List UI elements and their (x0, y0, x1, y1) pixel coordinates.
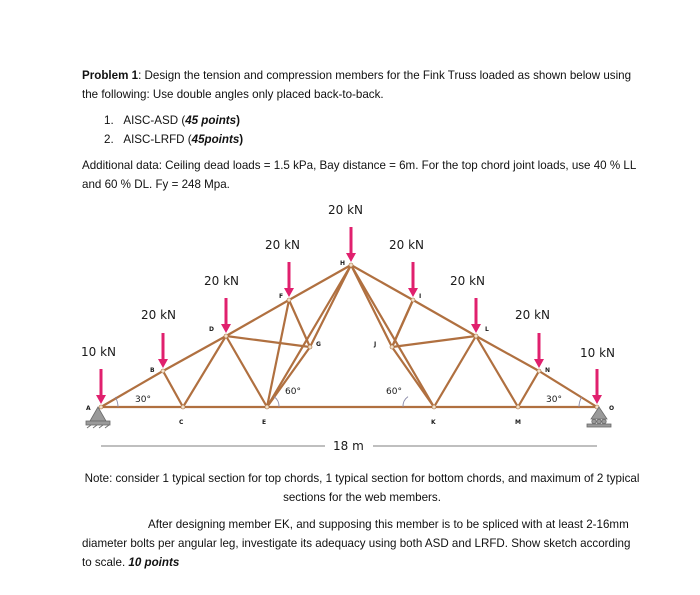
truss-member-dg (226, 336, 310, 347)
load-arrow-head-a (96, 395, 106, 404)
problem-text: : Design the tension and compression members for the Fink Truss loaded as shown below using the following: Use double angles only placed back-to-back. (82, 69, 632, 101)
joint-label-a: A (86, 405, 91, 412)
followup-points: 10 points (128, 556, 180, 569)
joint-e (265, 405, 269, 409)
list-text: AISC-LRFD ( (123, 133, 192, 146)
joint-label-i: I (419, 293, 422, 300)
joint-l (474, 334, 478, 338)
load-label-f: 20 kN (265, 238, 301, 252)
load-label-o: 10 kN (580, 346, 616, 360)
truss-member-df (226, 300, 289, 336)
angle-label-left-60: 60° (285, 387, 301, 397)
truss-member-kl (434, 336, 476, 407)
joint-m (516, 405, 520, 409)
joint-label-d: D (209, 326, 214, 333)
joint-g (308, 345, 312, 349)
list-close: ) (239, 133, 244, 146)
list-close: ) (236, 114, 240, 127)
angle-label-right-30: 30° (546, 395, 562, 405)
joint-b (161, 369, 165, 373)
joint-label-n: N (545, 367, 551, 374)
joint-label-o: O (609, 405, 615, 412)
load-label-a: 10 kN (81, 345, 117, 359)
followup-text (82, 515, 642, 572)
load-arrow-head-d (221, 324, 231, 333)
list-number: 1. (104, 114, 114, 127)
additional-data: Additional data: Ceiling dead loads = 1.5 kPa, Bay distance = 6m. For the top chord joint loads, use 40 % LL and 60 % DL. Fy = 248 Mpa. (82, 159, 636, 191)
truss-member-li (392, 336, 476, 347)
load-arrow-head-j (408, 288, 418, 297)
span-label: 18 m (333, 439, 364, 453)
joint-label-h: H (340, 260, 346, 267)
load-arrow-head-f (284, 288, 294, 297)
roller-support (587, 407, 611, 427)
load-arrow-head-n (534, 359, 544, 368)
problem-label: Problem 1 (82, 69, 139, 82)
angle-label-right-60: 60° (386, 387, 402, 397)
truss-members (99, 263, 599, 409)
list-number: 2. (104, 133, 114, 146)
truss-member-ji (392, 300, 413, 347)
joint-h (349, 263, 353, 267)
joint-label-e: E (262, 419, 267, 426)
joint-i (390, 345, 394, 349)
joint-f (287, 298, 291, 302)
load-label-n: 20 kN (515, 308, 551, 322)
load-arrow-head-h (346, 253, 356, 262)
angle-label-left-30: 30° (135, 395, 151, 405)
joint-label-l: L (485, 326, 489, 333)
note-text: Note: consider 1 typical section for top chords, 1 typical section for bottom chords, and maximum of 2 typical sections for the web members. (84, 472, 640, 504)
joint-n (537, 369, 541, 373)
joint-k (432, 405, 436, 409)
load-label-l: 20 kN (450, 274, 486, 288)
load-label-j: 20 kN (389, 238, 425, 252)
joint-c (181, 405, 185, 409)
truss-member-hk (351, 265, 434, 407)
joint-d (224, 334, 228, 338)
joint-label-j: J (374, 341, 377, 348)
joint-label-m: M (515, 419, 521, 426)
load-arrow-head-o (592, 395, 602, 404)
truss-member-mn (518, 371, 539, 407)
joint-a (99, 405, 103, 409)
load-label-b: 20 kN (141, 308, 177, 322)
truss-member-cd (183, 336, 226, 407)
truss-member-de (226, 336, 267, 407)
load-label-d: 20 kN (204, 274, 240, 288)
load-arrow-head-l (471, 324, 481, 333)
joint-label-k: K (431, 419, 436, 426)
truss-member-eh (267, 265, 351, 407)
joint-label-b: B (150, 367, 155, 374)
list-points: 45points (191, 133, 240, 146)
joint-label-c: C (179, 419, 184, 426)
truss-member-jl (413, 300, 476, 336)
load-label-h: 20 kN (328, 203, 364, 217)
joint-label-g: G (316, 341, 321, 348)
joint-j (411, 298, 415, 302)
truss-member-ab (101, 371, 163, 407)
followup-body: After designing member EK, and supposing this member is to be spliced with at least 2-16mm diameter bolts per angular leg, investigate its adequacy using both ASD and LRFD. Show sketch according to scale. (82, 518, 631, 569)
joint-label-f: F (279, 293, 284, 300)
list-points: 45 points (185, 114, 237, 127)
load-arrow-head-b (158, 359, 168, 368)
truss-member-bc (163, 371, 183, 407)
list-text: AISC-ASD ( (123, 114, 186, 127)
